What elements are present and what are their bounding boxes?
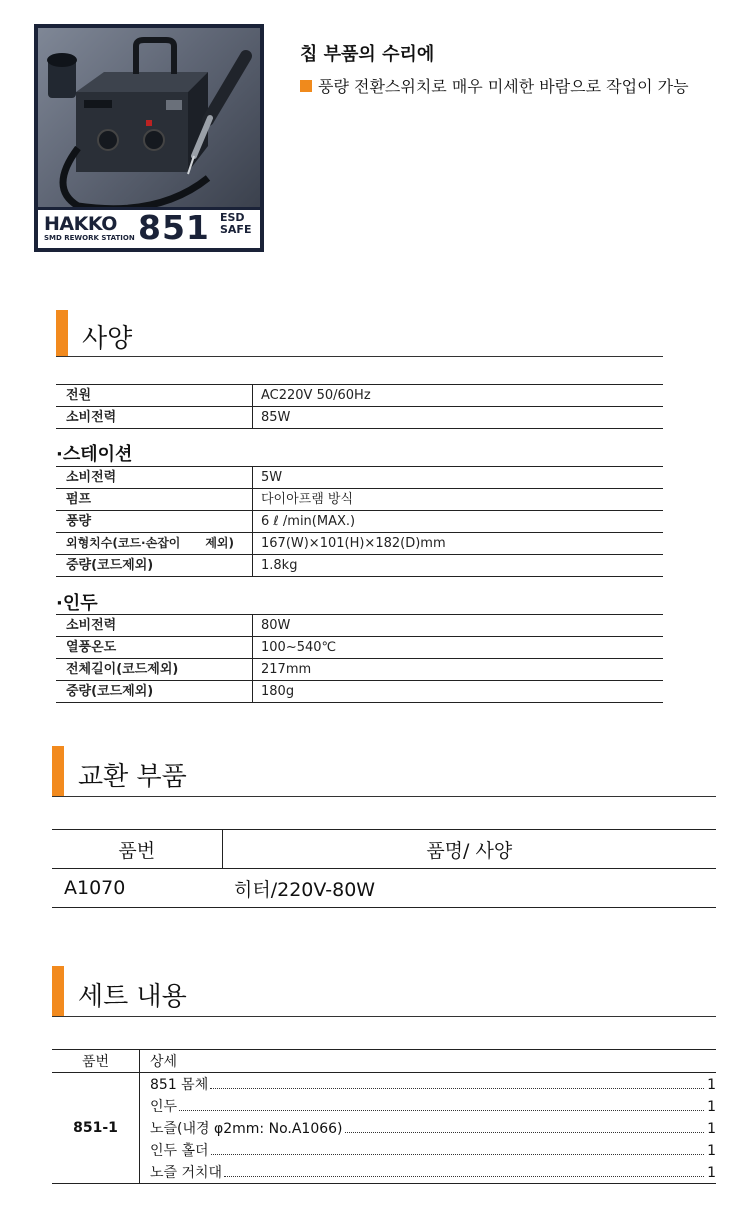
spec-value: 다이아프램 방식	[253, 489, 664, 511]
station-subheading: ·스테이션	[56, 444, 133, 465]
spec-key: 소비전력	[56, 467, 253, 489]
product-subtitle: SMD REWORK STATION	[44, 234, 135, 242]
spec-value: 5W	[253, 467, 664, 489]
set-item: 851 몸체 1	[150, 1077, 716, 1093]
table-row	[56, 407, 663, 429]
list-item	[52, 1117, 716, 1139]
column-header-part-no: 품번	[52, 830, 222, 869]
set-item: 인두 1	[150, 1099, 716, 1115]
table-row	[56, 637, 663, 659]
section-accent-bar	[52, 746, 64, 796]
section-title: 사양	[82, 324, 133, 354]
esd-safe-badge: ESD SAFE	[220, 211, 252, 236]
parts-section-header	[52, 746, 716, 798]
section-underline	[52, 1016, 716, 1017]
table-row	[56, 659, 663, 681]
list-item	[52, 1073, 716, 1096]
table-row	[56, 555, 663, 577]
table-row	[52, 869, 716, 908]
product-photo	[34, 24, 264, 252]
spec-key: 펌프	[56, 489, 253, 511]
product-label-band	[38, 207, 260, 248]
set-item: 인두 홀더 1	[150, 1143, 716, 1159]
spec-value: 217mm	[253, 659, 664, 681]
set-part-number: 851-1	[52, 1073, 140, 1184]
table-row	[56, 489, 663, 511]
spec-key: 전체길이(코드제외)	[56, 659, 253, 681]
list-item	[52, 1095, 716, 1117]
set-item: 노즐 거치대 1	[140, 1161, 717, 1184]
table-row	[56, 385, 663, 407]
orange-square-bullet-icon	[300, 80, 312, 92]
table-row	[56, 615, 663, 637]
spec-value: 85W	[253, 407, 664, 429]
spec-station-table	[56, 466, 663, 577]
table-row	[56, 467, 663, 489]
headline-feature: 풍량 전환스위치로 매우 미세한 바람으로 작업이 가능	[300, 74, 689, 97]
spec-value: 167(W)×101(H)×182(D)mm	[253, 533, 664, 555]
spec-key: 외형치수(코드·손잡이 제외)	[56, 533, 253, 555]
section-title: 교환 부품	[78, 762, 187, 792]
spec-section-header	[56, 310, 663, 358]
headline-title: 칩 부품의 수리에	[300, 44, 435, 65]
spec-handpiece-table	[56, 614, 663, 703]
table-header-row	[52, 1050, 716, 1073]
table-row	[56, 533, 663, 555]
spec-general-table	[56, 384, 663, 429]
table-row	[56, 511, 663, 533]
spec-key: 소비전력	[56, 615, 253, 637]
spec-value: 180g	[253, 681, 664, 703]
section-accent-bar	[56, 310, 68, 356]
column-header-detail: 상세	[140, 1050, 717, 1073]
list-item	[52, 1161, 716, 1184]
spec-value: AC220V 50/60Hz	[253, 385, 664, 407]
spec-key: 열풍온도	[56, 637, 253, 659]
handpiece-subheading: ·인두	[56, 593, 98, 614]
parts-table	[52, 829, 716, 908]
spec-key: 전원	[56, 385, 253, 407]
column-header-part-no: 품번	[52, 1050, 140, 1073]
spec-key: 중량(코드제외)	[56, 555, 253, 577]
brand-logo: HAKKO	[44, 213, 117, 235]
spec-key: 중량(코드제외)	[56, 681, 253, 703]
rework-station-illustration	[38, 28, 260, 214]
spec-value: 1.8kg	[253, 555, 664, 577]
set-section-header	[52, 966, 716, 1018]
part-number: A1070	[52, 869, 222, 908]
spec-value: 80W	[253, 615, 664, 637]
spec-key: 풍량	[56, 511, 253, 533]
list-item	[52, 1139, 716, 1161]
spec-key: 소비전력	[56, 407, 253, 429]
set-contents-table	[52, 1049, 716, 1184]
table-header-row	[52, 830, 716, 869]
section-title: 세트 내용	[78, 982, 187, 1012]
part-name-spec: 히터/220V-80W	[222, 869, 716, 908]
spec-value: 6 ℓ /min(MAX.)	[253, 511, 664, 533]
spec-value: 100~540℃	[253, 637, 664, 659]
set-item: 노즐(내경 φ2mm: No.A1066) 1	[150, 1121, 716, 1137]
column-header-name-spec: 품명/ 사양	[222, 830, 716, 869]
table-row	[56, 681, 663, 703]
section-underline	[56, 356, 663, 357]
section-accent-bar	[52, 966, 64, 1016]
model-number: 851	[138, 208, 210, 247]
section-underline	[52, 796, 716, 797]
